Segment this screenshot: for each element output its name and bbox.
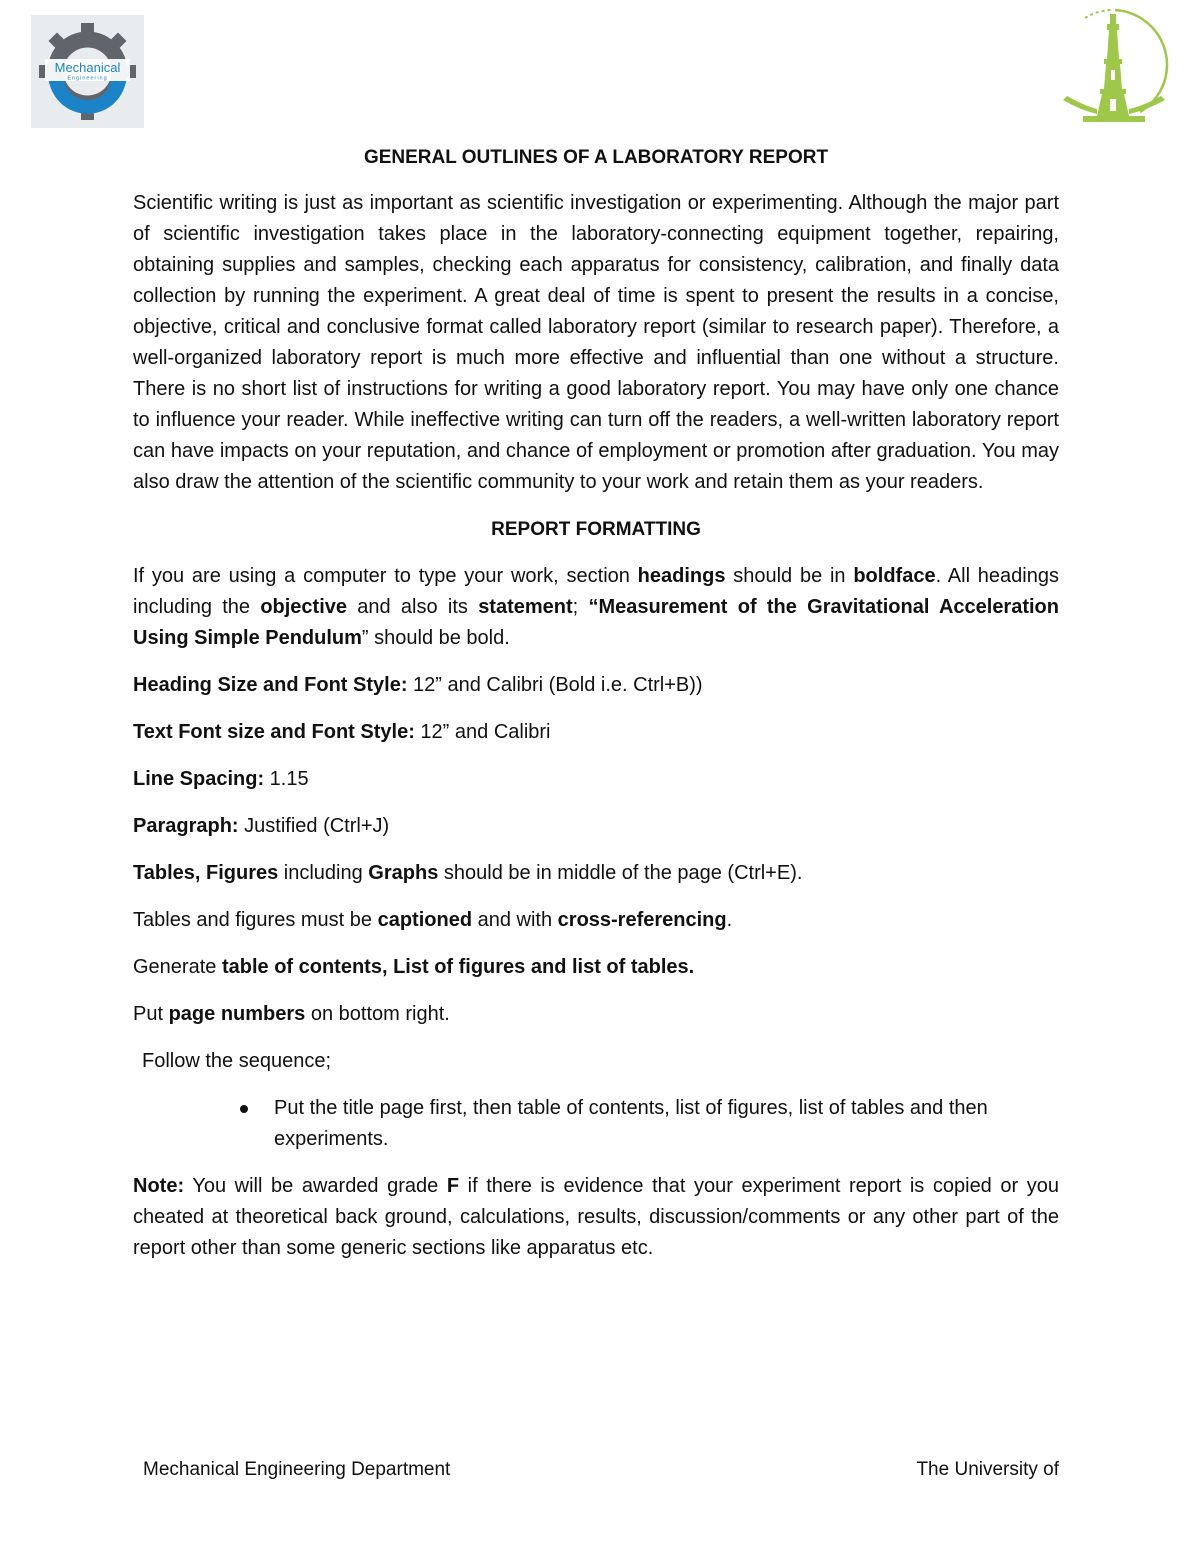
sequence-intro: Follow the sequence; [142, 1050, 332, 1072]
document-title: GENERAL OUTLINES OF A LABORATORY REPORT [363, 147, 829, 168]
logo-subtext: Engineering [67, 75, 108, 82]
line-spacing-line: Line Spacing: 1.15 [133, 768, 309, 790]
logo-text: Mechanical [54, 60, 121, 75]
intro-paragraph: Scientific writing is just as important as scientific investigation or experimenting. Although the major part of scientific investigation takes place in the laboratory-connecting equipment together, repairing, obtaining supplies and samples, checking each apparatus for consistency, calibration, and finally data collection by running the experiment. A great deal of time is spent to present the results in a concise, objective, critical and conclusive format called laboratory report (similar to research paper). Therefore, a well-organized laboratory report is much more effective and influential than one without a structure. There is no short list of instructions for writing a good laboratory report. You may have only one chance to influence your reader. While ineffective writing can turn off the readers, a well-written laboratory report can have impacts on your reputation, and chance of employment or promotion after graduation. You may also draw the attention of the scientific community to your work and retain them as your readers. [133, 192, 1059, 493]
formatting-paragraph: If you are using a computer to type your work, section headings should be in boldface. All headings including the objective and also its statement; “Measurement of the Gravitational Acceleration Using Simple Pendulum” should be bold. [133, 565, 1059, 649]
note-paragraph: Note: You will be awarded grade F if there is evidence that your experiment report is copied or you cheated at theoretical back ground, calculations, results, discussion/comments or any other part of the report other than some generic sections like apparatus etc. [133, 1175, 1059, 1259]
generate-line: Generate table of contents, List of figures and list of tables. [133, 956, 695, 978]
page-numbers-line: Put page numbers on bottom right. [133, 1003, 450, 1025]
minar-seal-icon [1055, 4, 1173, 126]
paragraph-line: Paragraph: Justified (Ctrl+J) [133, 815, 390, 837]
text-font-line: Text Font size and Font Style: 12” and Calibri [133, 721, 551, 743]
footer-left: Mechanical Engineering Department [143, 1459, 451, 1480]
page-footer [143, 1458, 1059, 1482]
mechanical-engineering-logo [31, 15, 144, 128]
captioned-line: Tables and figures must be captioned and with cross-referencing. [133, 909, 733, 931]
university-seal-logo [1055, 4, 1173, 126]
heading-size-line: Heading Size and Font Style: 12” and Calibri (Bold i.e. Ctrl+B)) [133, 674, 703, 696]
footer-right: The University of [916, 1459, 1059, 1480]
list-item [133, 1093, 1059, 1155]
bullet-icon [240, 1105, 248, 1113]
tables-figures-line: Tables, Figures including Graphs should be in middle of the page (Ctrl+E). [133, 862, 803, 884]
section-heading: REPORT FORMATTING [491, 519, 701, 540]
gear-logo-icon [31, 15, 144, 128]
list-item-text: Put the title page first, then table of contents, list of figures, list of tables and then experiments. [274, 1097, 988, 1150]
document-body [133, 142, 1059, 1280]
